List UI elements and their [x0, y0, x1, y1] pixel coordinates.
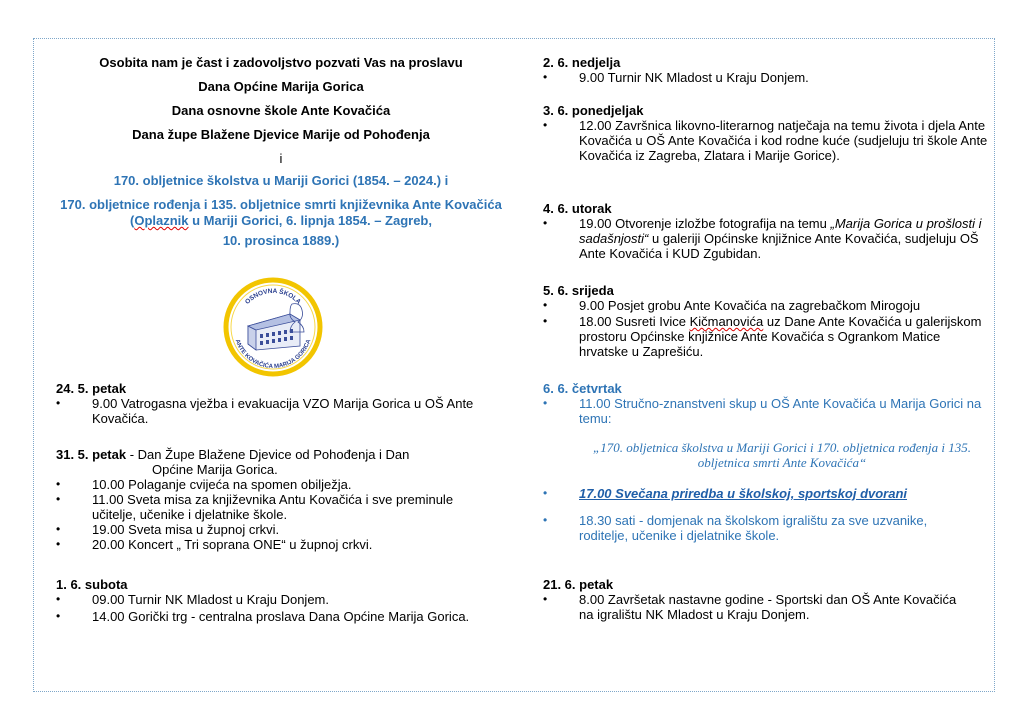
- list-item: • 14.00 Gorički trg - centralna proslava Dana Općine Marija Gorica.: [56, 609, 506, 624]
- list-item: • 10.00 Polaganje cvijeća na spomen obilježja.: [56, 477, 506, 492]
- day-block-4-6: [543, 201, 991, 261]
- list-item: • 9.00 Vatrogasna vježba i evakuacija VZO Marija Gorica u OŠ Ante Kovačića.: [56, 396, 506, 426]
- intro-line: 170. obljetnice školstva u Mariji Gorici (1854. – 2024.) i: [113, 173, 449, 188]
- day-title: 1. 6. subota: [56, 577, 128, 592]
- invitation-frame: [33, 38, 995, 692]
- day-title: 31. 5. petak - Dan Župe Blažene Djevice od Pohođenja i Dan: [56, 447, 410, 462]
- list-item: • 19.00 Otvorenje izložbe fotografija na temu „Marija Gorica u prošlosti i sadašnjosti“ u galeriji Općinske knjižnice Ante Kovačića, sudjeluju OŠ Ante Kovačića i KUD Zgubidan.: [543, 216, 991, 261]
- event-list: [56, 396, 506, 426]
- intro-line: i: [279, 151, 283, 166]
- intro-line: Osobita nam je čast i zadovoljstvo pozvati Vas na proslavu: [99, 55, 463, 70]
- day-block-5-6: [543, 283, 991, 359]
- invitation-intro: [56, 55, 506, 257]
- event-list: [543, 592, 991, 622]
- svg-text:OSNOVNA ŠKOLA: OSNOVNA ŠKOLA: [244, 287, 302, 306]
- day-title: 2. 6. nedjelja: [543, 55, 621, 70]
- event-list: [543, 513, 991, 543]
- day-title: 4. 6. utorak: [543, 201, 612, 216]
- list-item: • 11.00 Sveta misa za književnika Antu Kovačića i sve preminule učitelje, učenike i djelatnike škole.: [56, 492, 506, 522]
- day-subtitle: Općine Marija Gorica.: [152, 462, 278, 477]
- day-title: 24. 5. petak: [56, 381, 127, 396]
- day-block-1-6: [56, 577, 506, 624]
- event-list: [543, 298, 991, 359]
- intro-line: Dana Općine Marija Gorica: [198, 79, 364, 94]
- day-block-31-5: [56, 447, 506, 552]
- symposium-topic: „170. obljetnica školstva u Mariji Gorici i 170. obljetnica rođenja i 135. obljetnica smrti Ante Kovačića“: [593, 440, 971, 470]
- event-list: [543, 70, 991, 85]
- list-item: • 11.00 Stručno-znanstveni skup u OŠ Ante Kovačića u Marija Gorici na temu:: [543, 396, 991, 426]
- event-list: [56, 592, 506, 624]
- event-list: [543, 216, 991, 261]
- event-list: [543, 486, 991, 501]
- list-item: • 20.00 Koncert „ Tri soprana ONE“ u župnoj crkvi.: [56, 537, 506, 552]
- intro-line: Dana osnovne škole Ante Kovačića: [171, 103, 391, 118]
- list-item: • 18.30 sati - domjenak na školskom igralištu za sve uzvanike, roditelje, učenike i djelatnike škole.: [543, 513, 991, 543]
- list-item: • 19.00 Sveta misa u župnoj crkvi.: [56, 522, 506, 537]
- day-title: 3. 6. ponedjeljak: [543, 103, 644, 118]
- day-block-24-5: [56, 381, 506, 426]
- event-list: [56, 477, 506, 552]
- school-logo: [220, 274, 326, 380]
- intro-line: Dana župe Blažene Djevice Marije od Pohođenja: [132, 127, 430, 142]
- intro-line: 10. prosinca 1889.): [222, 233, 340, 248]
- day-block-21-6: [543, 577, 991, 622]
- list-item: • 18.00 Susreti Ivice Kičmanovića uz Dane Ante Kovačića u galerijskom prostoru Općinske knjižnice Ante Kovačića s Ogrankom Matice hrvatske u Zaprešiću.: [543, 314, 991, 359]
- day-title: 6. 6. četvrtak: [543, 381, 622, 396]
- list-item: • 09.00 Turnir NK Mladost u Kraju Donjem.: [56, 592, 506, 607]
- day-block-6-6: [543, 381, 991, 543]
- day-block-3-6: [543, 103, 991, 163]
- list-item: • 9.00 Turnir NK Mladost u Kraju Donjem.: [543, 70, 991, 85]
- list-item: • 9.00 Posjet grobu Ante Kovačića na zagrebačkom Mirogoju: [543, 298, 991, 313]
- day-title: 5. 6. srijeda: [543, 283, 614, 298]
- day-block-2-6: [543, 55, 991, 85]
- day-title: 21. 6. petak: [543, 577, 614, 592]
- event-list: [543, 396, 991, 426]
- list-item: • 17.00 Svečana priredba u školskoj, sportskoj dvorani: [543, 486, 991, 501]
- list-item: • 12.00 Završnica likovno-literarnog natječaja na temu života i djela Ante Kovačića u OŠ Ante Kovačića i kod rodne kuće (sudjeluju tri škole Ante Kovačića iz Zagreba, Zlatara i Marije Gorice).: [543, 118, 991, 163]
- svg-text:ANTE KOVAČIĆA MARIJA GORICA: ANTE KOVAČIĆA MARIJA GORICA: [233, 338, 313, 371]
- event-list: [543, 118, 991, 163]
- intro-line: 170. obljetnice rođenja i 135. obljetnice smrti književnika Ante Kovačića (Oplaznik u Mariji Gorici, 6. lipnja 1854. – Zagreb,: [60, 197, 502, 228]
- list-item: • 8.00 Završetak nastavne godine - Sportski dan OŠ Ante Kovačića na igralištu NK Mladost u Kraju Donjem.: [543, 592, 991, 622]
